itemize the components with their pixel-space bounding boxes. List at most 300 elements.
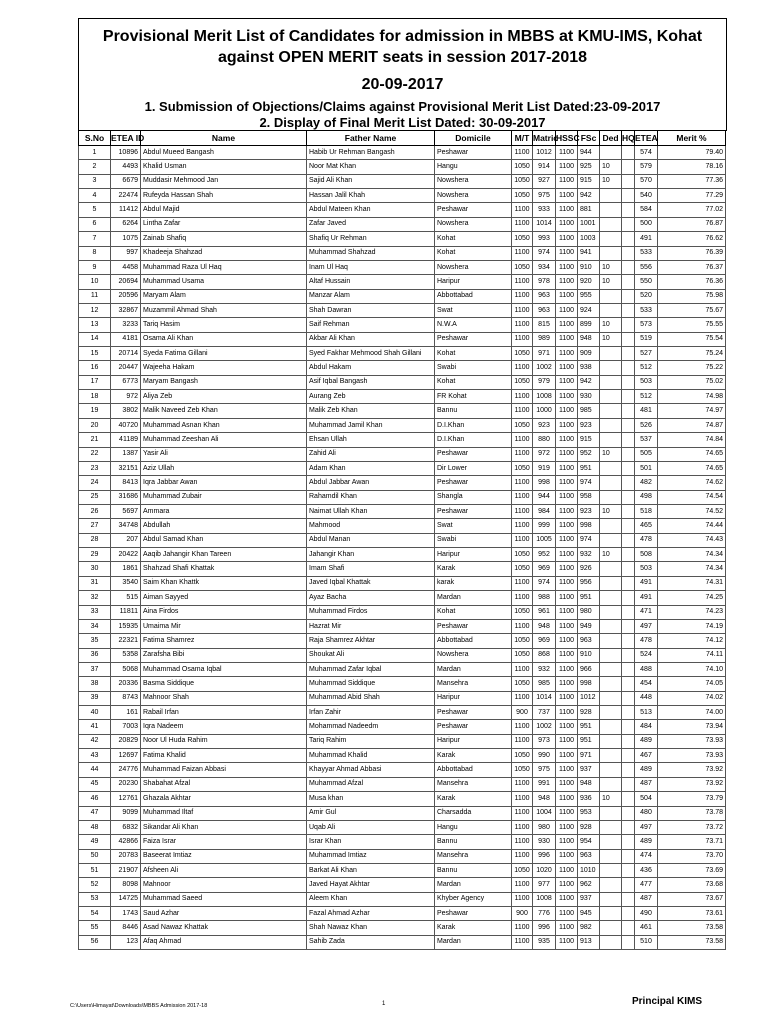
cell-etea: 508: [635, 548, 658, 562]
cell-matric: 737: [533, 706, 556, 720]
cell-etea: 497: [635, 619, 658, 633]
cell-ded: [600, 706, 622, 720]
cell-father-name: Ehsan Ullah: [307, 433, 435, 447]
cell-hssc: 1100: [556, 289, 578, 303]
cell-etea: 487: [635, 777, 658, 791]
cell-hq: [622, 806, 635, 820]
cell-ded: [600, 677, 622, 691]
table-row: [79, 562, 726, 576]
cell-father-name: Akbar Ali Khan: [307, 332, 435, 346]
cell-mt: 1100: [512, 519, 533, 533]
cell-etea-id: 20422: [111, 548, 141, 562]
cell-matric: 975: [533, 189, 556, 203]
footer-page-number: 1: [382, 1001, 386, 1007]
cell-sno: 41: [79, 720, 111, 734]
cell-fsc: 1010: [578, 863, 600, 877]
cell-sno: 54: [79, 907, 111, 921]
cell-hssc: 1100: [556, 706, 578, 720]
cell-domicile: Karak: [435, 792, 512, 806]
cell-name: Fatima Khalid: [141, 749, 307, 763]
cell-etea-id: 20714: [111, 347, 141, 361]
table-row: [79, 935, 726, 949]
cell-domicile: Mansehra: [435, 849, 512, 863]
cell-father-name: Asif Iqbal Bangash: [307, 375, 435, 389]
cell-name: Zarafsha Bibi: [141, 648, 307, 662]
cell-fsc: 923: [578, 504, 600, 518]
cell-hq: [622, 591, 635, 605]
cell-ded: [600, 591, 622, 605]
cell-etea: 520: [635, 289, 658, 303]
table-row: [79, 605, 726, 619]
cell-etea-id: 20230: [111, 777, 141, 791]
cell-hq: [622, 706, 635, 720]
cell-mt: 1100: [512, 490, 533, 504]
cell-ded: [600, 892, 622, 906]
cell-matric: 933: [533, 203, 556, 217]
cell-merit: 73.72: [658, 820, 726, 834]
cell-name: Ghazala Akhtar: [141, 792, 307, 806]
cell-name: Aiman Sayyed: [141, 591, 307, 605]
col-sno: S.No: [79, 131, 111, 146]
table-row: [79, 289, 726, 303]
cell-fsc: 974: [578, 533, 600, 547]
cell-merit: 74.97: [658, 404, 726, 418]
title-line-1: Provisional Merit List of Candidates for admission in MBBS at KMU-IMS, Kohat: [102, 28, 703, 45]
cell-hssc: 1100: [556, 677, 578, 691]
cell-father-name: Muhammad Zafar Iqbal: [307, 662, 435, 676]
cell-merit: 75.22: [658, 361, 726, 375]
cell-mt: 1100: [512, 777, 533, 791]
cell-ded: [600, 303, 622, 317]
cell-merit: 75.24: [658, 347, 726, 361]
cell-domicile: Kohat: [435, 232, 512, 246]
cell-etea-id: 34748: [111, 519, 141, 533]
cell-etea-id: 1387: [111, 447, 141, 461]
cell-etea: 461: [635, 921, 658, 935]
cell-domicile: Peshawar: [435, 203, 512, 217]
cell-matric: 969: [533, 562, 556, 576]
cell-father-name: Muhammad Shahzad: [307, 246, 435, 260]
cell-domicile: Nowshera: [435, 174, 512, 188]
table-row: [79, 691, 726, 705]
cell-hq: [622, 907, 635, 921]
cell-father-name: Zahid Ali: [307, 447, 435, 461]
cell-father-name: Sahib Zada: [307, 935, 435, 949]
cell-merit: 74.25: [658, 591, 726, 605]
cell-domicile: Hangu: [435, 160, 512, 174]
cell-father-name: Noor Mat Khan: [307, 160, 435, 174]
cell-ded: [600, 347, 622, 361]
cell-hssc: 1100: [556, 375, 578, 389]
title-block: [78, 18, 727, 131]
cell-matric: 975: [533, 763, 556, 777]
cell-hq: [622, 562, 635, 576]
cell-sno: 53: [79, 892, 111, 906]
table-row: [79, 447, 726, 461]
cell-fsc: 936: [578, 792, 600, 806]
cell-name: Muhammad Osama Iqbal: [141, 662, 307, 676]
table-row: [79, 806, 726, 820]
cell-hq: [622, 203, 635, 217]
cell-etea-id: 20447: [111, 361, 141, 375]
cell-merit: 73.93: [658, 734, 726, 748]
cell-sno: 14: [79, 332, 111, 346]
cell-hssc: 1100: [556, 189, 578, 203]
cell-etea-id: 12697: [111, 749, 141, 763]
cell-domicile: Nowshera: [435, 189, 512, 203]
cell-matric: 971: [533, 347, 556, 361]
cell-mt: 1100: [512, 619, 533, 633]
cell-merit: 74.44: [658, 519, 726, 533]
cell-matric: 961: [533, 605, 556, 619]
cell-name: Muhammad Iltaf: [141, 806, 307, 820]
cell-etea-id: 5068: [111, 662, 141, 676]
cell-father-name: Aurang Zeb: [307, 390, 435, 404]
cell-mt: 1050: [512, 605, 533, 619]
cell-domicile: Kohat: [435, 375, 512, 389]
cell-matric: 1002: [533, 720, 556, 734]
cell-hq: [622, 490, 635, 504]
list-date: 20-09-2017: [361, 76, 444, 93]
cell-matric: 880: [533, 433, 556, 447]
cell-hssc: 1100: [556, 548, 578, 562]
cell-hssc: 1100: [556, 433, 578, 447]
cell-etea-id: 3802: [111, 404, 141, 418]
cell-matric: 914: [533, 160, 556, 174]
cell-name: Aaqib Jahangir Khan Tareen: [141, 548, 307, 562]
cell-matric: 1012: [533, 146, 556, 160]
cell-mt: 1100: [512, 835, 533, 849]
cell-hssc: 1100: [556, 160, 578, 174]
col-name: Name: [141, 131, 307, 146]
cell-father-name: Muhammad Khalid: [307, 749, 435, 763]
cell-hq: [622, 217, 635, 231]
table-row: [79, 892, 726, 906]
cell-etea: 503: [635, 375, 658, 389]
cell-name: Baseerat Imtiaz: [141, 849, 307, 863]
cell-ded: [600, 361, 622, 375]
cell-matric: 999: [533, 519, 556, 533]
cell-hssc: 1100: [556, 576, 578, 590]
cell-father-name: Uqab Ali: [307, 820, 435, 834]
cell-matric: 973: [533, 734, 556, 748]
cell-domicile: Nowshera: [435, 260, 512, 274]
cell-matric: 980: [533, 820, 556, 834]
cell-etea-id: 20596: [111, 289, 141, 303]
cell-domicile: Karak: [435, 562, 512, 576]
cell-father-name: Manzar Alam: [307, 289, 435, 303]
cell-sno: 29: [79, 548, 111, 562]
cell-hssc: 1100: [556, 275, 578, 289]
cell-father-name: Shafiq Ur Rehman: [307, 232, 435, 246]
col-hssc: HSSC: [556, 131, 578, 146]
cell-sno: 32: [79, 591, 111, 605]
cell-matric: 868: [533, 648, 556, 662]
cell-fsc: 963: [578, 849, 600, 863]
table-row: [79, 146, 726, 160]
col-mt: M/T: [512, 131, 533, 146]
cell-merit: 73.92: [658, 777, 726, 791]
cell-hq: [622, 160, 635, 174]
cell-etea: 503: [635, 562, 658, 576]
cell-matric: 1008: [533, 892, 556, 906]
cell-hssc: 1100: [556, 390, 578, 404]
cell-ded: [600, 662, 622, 676]
cell-ded: [600, 418, 622, 432]
cell-mt: 1100: [512, 303, 533, 317]
footer-signature: Principal KIMS: [632, 996, 703, 1007]
cell-ded: [600, 691, 622, 705]
cell-hssc: 1100: [556, 634, 578, 648]
cell-mt: 1100: [512, 921, 533, 935]
table-row: [79, 648, 726, 662]
table-row: [79, 677, 726, 691]
cell-father-name: Habib Ur Rehman Bangash: [307, 146, 435, 160]
table-row: [79, 217, 726, 231]
cell-hq: [622, 921, 635, 935]
cell-hq: [622, 835, 635, 849]
cell-sno: 25: [79, 490, 111, 504]
cell-matric: 974: [533, 576, 556, 590]
cell-ded: [600, 734, 622, 748]
cell-mt: 1100: [512, 820, 533, 834]
cell-merit: 74.43: [658, 533, 726, 547]
cell-sno: 18: [79, 390, 111, 404]
cell-hssc: 1100: [556, 777, 578, 791]
cell-merit: 76.36: [658, 275, 726, 289]
cell-father-name: Saif Rehman: [307, 318, 435, 332]
cell-sno: 3: [79, 174, 111, 188]
table-row: [79, 504, 726, 518]
cell-sno: 51: [79, 863, 111, 877]
cell-name: Muddasir Mehmood Jan: [141, 174, 307, 188]
cell-hssc: 1100: [556, 591, 578, 605]
cell-hssc: 1100: [556, 849, 578, 863]
cell-name: Iqra Nadeem: [141, 720, 307, 734]
cell-domicile: Swabi: [435, 361, 512, 375]
cell-etea-id: 515: [111, 591, 141, 605]
table-row: [79, 189, 726, 203]
cell-sno: 39: [79, 691, 111, 705]
table-row: [79, 533, 726, 547]
cell-hq: [622, 878, 635, 892]
cell-hq: [622, 332, 635, 346]
cell-etea-id: 20783: [111, 849, 141, 863]
cell-mt: 900: [512, 706, 533, 720]
cell-merit: 73.78: [658, 806, 726, 820]
cell-fsc: 920: [578, 275, 600, 289]
notice-objections: 1. Submission of Objections/Claims against Provisional Merit List Dated:23-09-2017: [144, 99, 661, 114]
cell-merit: 74.02: [658, 691, 726, 705]
cell-etea: 550: [635, 275, 658, 289]
cell-ded: [600, 232, 622, 246]
cell-matric: 919: [533, 461, 556, 475]
cell-domicile: Mansehra: [435, 677, 512, 691]
cell-mt: 1100: [512, 806, 533, 820]
cell-hq: [622, 619, 635, 633]
cell-mt: 1100: [512, 849, 533, 863]
cell-matric: 978: [533, 275, 556, 289]
cell-hq: [622, 318, 635, 332]
cell-etea: 478: [635, 634, 658, 648]
cell-name: Malik Naveed Zeb Khan: [141, 404, 307, 418]
table-row: [79, 347, 726, 361]
cell-etea: 504: [635, 792, 658, 806]
cell-etea: 584: [635, 203, 658, 217]
cell-hssc: 1100: [556, 461, 578, 475]
cell-etea-id: 31686: [111, 490, 141, 504]
cell-father-name: Musa khan: [307, 792, 435, 806]
cell-mt: 1100: [512, 447, 533, 461]
cell-domicile: Nowshera: [435, 217, 512, 231]
cell-hq: [622, 634, 635, 648]
cell-name: Iqra Jabbar Awan: [141, 476, 307, 490]
cell-domicile: Mardan: [435, 662, 512, 676]
table-row: [79, 835, 726, 849]
cell-matric: 948: [533, 619, 556, 633]
cell-merit: 74.05: [658, 677, 726, 691]
cell-mt: 1050: [512, 863, 533, 877]
cell-fsc: 980: [578, 605, 600, 619]
cell-hq: [622, 260, 635, 274]
cell-ded: [600, 849, 622, 863]
cell-etea-id: 21907: [111, 863, 141, 877]
cell-etea-id: 20694: [111, 275, 141, 289]
cell-etea: 478: [635, 533, 658, 547]
cell-domicile: Haripur: [435, 548, 512, 562]
cell-mt: 1050: [512, 160, 533, 174]
cell-ded: [600, 749, 622, 763]
cell-fsc: 941: [578, 246, 600, 260]
cell-matric: 930: [533, 835, 556, 849]
cell-sno: 31: [79, 576, 111, 590]
cell-domicile: Kohat: [435, 347, 512, 361]
table-row: [79, 260, 726, 274]
cell-fsc: 985: [578, 404, 600, 418]
cell-fsc: 910: [578, 648, 600, 662]
cell-name: Mahnoor: [141, 878, 307, 892]
cell-mt: 1050: [512, 174, 533, 188]
cell-merit: 75.02: [658, 375, 726, 389]
cell-merit: 77.29: [658, 189, 726, 203]
cell-domicile: Peshawar: [435, 706, 512, 720]
cell-etea-id: 161: [111, 706, 141, 720]
cell-merit: 74.31: [658, 576, 726, 590]
cell-matric: 989: [533, 332, 556, 346]
cell-hq: [622, 792, 635, 806]
cell-hssc: 1100: [556, 806, 578, 820]
cell-domicile: Abbottabad: [435, 289, 512, 303]
cell-name: Zainab Shafiq: [141, 232, 307, 246]
cell-hssc: 1100: [556, 332, 578, 346]
cell-name: Khalid Usman: [141, 160, 307, 174]
cell-domicile: N.W.A: [435, 318, 512, 332]
cell-sno: 38: [79, 677, 111, 691]
cell-name: Yasir Ali: [141, 447, 307, 461]
cell-etea-id: 22474: [111, 189, 141, 203]
cell-domicile: Peshawar: [435, 504, 512, 518]
cell-hq: [622, 648, 635, 662]
cell-domicile: Shangla: [435, 490, 512, 504]
cell-etea: 488: [635, 662, 658, 676]
col-fsc: FSc: [578, 131, 600, 146]
cell-mt: 1100: [512, 361, 533, 375]
cell-mt: 1050: [512, 461, 533, 475]
cell-fsc: 937: [578, 892, 600, 906]
cell-hq: [622, 246, 635, 260]
cell-sno: 24: [79, 476, 111, 490]
col-ded: Ded: [600, 131, 622, 146]
cell-ded: [600, 562, 622, 576]
table-row: [79, 662, 726, 676]
cell-etea: 480: [635, 806, 658, 820]
cell-father-name: Amir Gul: [307, 806, 435, 820]
cell-hssc: 1100: [556, 734, 578, 748]
cell-domicile: Bannu: [435, 835, 512, 849]
cell-fsc: 966: [578, 662, 600, 676]
cell-hssc: 1100: [556, 519, 578, 533]
cell-etea-id: 3540: [111, 576, 141, 590]
cell-hq: [622, 476, 635, 490]
cell-ded: [600, 878, 622, 892]
cell-mt: 1050: [512, 634, 533, 648]
cell-merit: 73.92: [658, 763, 726, 777]
cell-hssc: 1100: [556, 174, 578, 188]
cell-father-name: Shoukat Ali: [307, 648, 435, 662]
cell-name: Saim Khan Khattk: [141, 576, 307, 590]
cell-name: Aliya Zeb: [141, 390, 307, 404]
cell-merit: 76.87: [658, 217, 726, 231]
cell-name: Shahzad Shafi Khattak: [141, 562, 307, 576]
cell-hq: [622, 605, 635, 619]
cell-fsc: 945: [578, 907, 600, 921]
cell-merit: 74.34: [658, 562, 726, 576]
cell-father-name: Altaf Hussain: [307, 275, 435, 289]
cell-etea-id: 4181: [111, 332, 141, 346]
cell-etea: 489: [635, 734, 658, 748]
cell-hssc: 1100: [556, 720, 578, 734]
cell-sno: 2: [79, 160, 111, 174]
cell-etea-id: 1743: [111, 907, 141, 921]
cell-fsc: 881: [578, 203, 600, 217]
cell-etea: 518: [635, 504, 658, 518]
cell-hq: [622, 763, 635, 777]
cell-father-name: Imam Shafi: [307, 562, 435, 576]
cell-father-name: Malik Zeb Khan: [307, 404, 435, 418]
table-row: [79, 548, 726, 562]
cell-name: Muzammil Ahmad Shah: [141, 303, 307, 317]
cell-domicile: Swat: [435, 519, 512, 533]
cell-ded: [600, 476, 622, 490]
cell-matric: 1020: [533, 863, 556, 877]
cell-sno: 45: [79, 777, 111, 791]
cell-merit: 77.02: [658, 203, 726, 217]
cell-etea: 526: [635, 418, 658, 432]
cell-fsc: 915: [578, 174, 600, 188]
cell-domicile: Peshawar: [435, 332, 512, 346]
cell-matric: 963: [533, 289, 556, 303]
cell-fsc: 982: [578, 921, 600, 935]
cell-domicile: Peshawar: [435, 476, 512, 490]
cell-matric: 969: [533, 634, 556, 648]
cell-mt: 1100: [512, 576, 533, 590]
cell-ded: 10: [600, 504, 622, 518]
cell-merit: 73.70: [658, 849, 726, 863]
cell-sno: 37: [79, 662, 111, 676]
cell-matric: 974: [533, 246, 556, 260]
cell-hq: [622, 691, 635, 705]
cell-name: Aziz Ullah: [141, 461, 307, 475]
